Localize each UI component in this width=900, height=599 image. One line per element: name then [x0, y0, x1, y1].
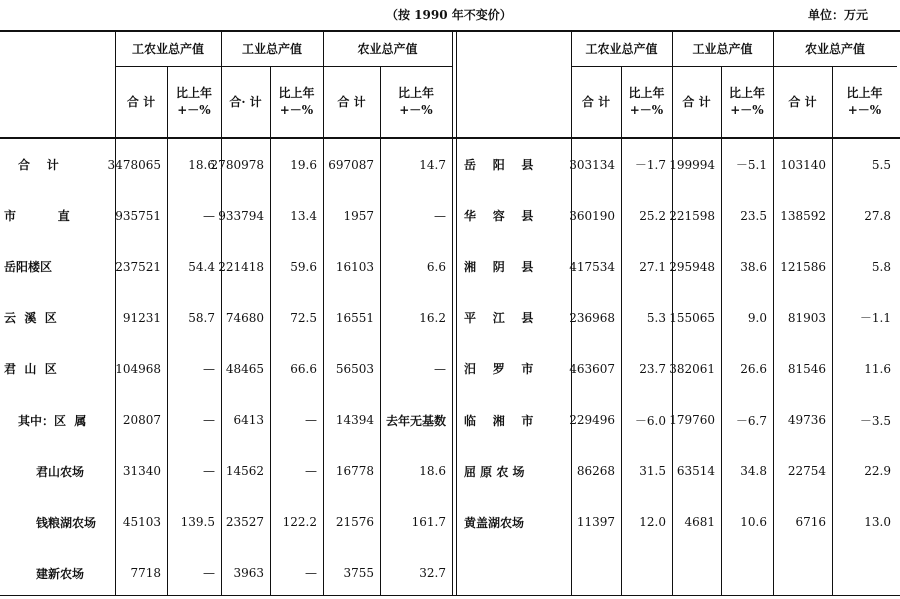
right-cell: －1.7 — [634, 158, 666, 173]
left-cell: 32.7 — [419, 566, 446, 581]
left-cell: 2780978 — [210, 157, 264, 172]
left-cell: 139.5 — [180, 515, 215, 530]
right-cell — [773, 548, 832, 599]
left-cell: 去年无基数 — [385, 413, 446, 428]
right-cell — [721, 548, 773, 599]
left-cell: 48465 — [225, 361, 264, 376]
right-cell: 11397 — [576, 515, 615, 530]
left-cell: 91231 — [122, 310, 161, 325]
right-row-label: 平 江 县 — [464, 311, 534, 326]
left-subheader-change: 比上年 +－% — [397, 85, 434, 117]
right-cell — [832, 548, 897, 599]
right-cell: 12.0 — [639, 515, 666, 530]
left-cell: 161.7 — [411, 515, 446, 530]
left-cell: 56503 — [335, 361, 374, 376]
left-cell: 6413 — [233, 413, 264, 428]
right-cell: 11.6 — [864, 361, 891, 376]
section-divider-2 — [456, 30, 457, 595]
left-cell: 13.4 — [290, 208, 317, 223]
left-cell: 18.6 — [188, 157, 215, 172]
right-cell: 13.0 — [864, 515, 891, 530]
left-cell: 6.6 — [426, 259, 446, 274]
left-cell: 54.4 — [188, 259, 215, 274]
left-cell: 935751 — [115, 208, 161, 223]
right-subheader-change: 比上年 +－% — [846, 85, 883, 117]
right-cell: 38.6 — [740, 259, 767, 274]
right-cell: 26.6 — [740, 361, 767, 376]
right-cell: 23.5 — [740, 208, 767, 223]
left-row-label: 钱粮湖农场 — [36, 515, 97, 530]
right-cell: 5.8 — [871, 259, 891, 274]
right-cell: 303134 — [569, 157, 615, 172]
right-row-label: 黄盖湖农场 — [464, 515, 525, 530]
right-cell: 221598 — [669, 208, 715, 223]
right-cell: 10.6 — [740, 515, 767, 530]
right-cell: 417534 — [569, 259, 615, 274]
left-cell: — — [305, 413, 317, 428]
left-cell: — — [203, 464, 215, 479]
left-row-label: 岳阳楼区 — [4, 260, 53, 275]
right-cell: 27.8 — [864, 208, 891, 223]
right-header-group1: 工农业总产值 — [585, 41, 658, 56]
right-cell: 103140 — [780, 157, 826, 172]
right-cell: 22754 — [787, 464, 826, 479]
left-cell: 16551 — [335, 310, 374, 325]
left-cell: 59.6 — [290, 259, 317, 274]
right-cell: 236968 — [569, 310, 615, 325]
left-cell: 74680 — [225, 310, 264, 325]
left-cell: 20807 — [122, 413, 161, 428]
left-row-label: 合 计 — [18, 158, 59, 173]
left-subheader-change: 比上年 +－% — [175, 85, 212, 117]
left-row-label: 君 山 区 — [4, 362, 57, 377]
left-cell: 14394 — [335, 413, 374, 428]
left-cell: 16.2 — [419, 310, 446, 325]
left-subheader-change: 比上年 +－% — [278, 85, 315, 117]
left-cell: 221418 — [218, 259, 264, 274]
left-header-group2: 工业总产值 — [241, 41, 302, 56]
left-cell: 3478065 — [107, 157, 161, 172]
right-subheader-total: 合 计 — [682, 95, 711, 109]
right-cell: 5.3 — [646, 310, 666, 325]
right-cell: 63514 — [676, 464, 715, 479]
left-cell: 122.2 — [282, 515, 317, 530]
left-cell: 21576 — [335, 515, 374, 530]
right-cell: －1.1 — [859, 311, 891, 326]
right-cell: 27.1 — [639, 259, 666, 274]
left-cell: 23527 — [225, 515, 264, 530]
right-cell: 5.5 — [871, 157, 891, 172]
right-cell: 49736 — [787, 413, 826, 428]
left-row-label: 云 溪 区 — [4, 311, 57, 326]
right-subheader-change: 比上年 +－% — [628, 85, 665, 117]
left-cell: 1957 — [343, 208, 374, 223]
left-cell: 19.6 — [290, 157, 317, 172]
left-cell: 697087 — [328, 157, 374, 172]
section-divider — [452, 30, 453, 595]
right-cell: 23.7 — [639, 361, 666, 376]
right-cell: 6716 — [795, 515, 826, 530]
right-cell: －6.7 — [735, 413, 767, 428]
right-header-group2: 工业总产值 — [692, 41, 753, 56]
right-cell: 138592 — [780, 208, 826, 223]
right-subheader-change: 比上年 +－% — [728, 85, 765, 117]
right-header-group3: 农业总产值 — [804, 41, 865, 56]
right-cell: －3.5 — [859, 413, 891, 428]
left-cell: 7718 — [130, 566, 161, 581]
left-cell: — — [203, 208, 215, 223]
left-row-label: 建新农场 — [36, 566, 85, 581]
left-header-group3: 农业总产值 — [357, 41, 418, 56]
right-subheader-total: 合 计 — [581, 95, 611, 109]
left-row-label: 其中：区 属 — [18, 413, 87, 428]
left-cell: — — [305, 464, 317, 479]
right-row-label: 临 湘 市 — [464, 413, 534, 428]
right-cell: 86268 — [576, 464, 615, 479]
left-cell: 18.6 — [419, 464, 446, 479]
right-cell: －5.1 — [735, 158, 767, 173]
left-cell: — — [305, 566, 317, 581]
left-cell: 66.6 — [290, 361, 317, 376]
left-subheader-total: 合 计 — [126, 95, 156, 109]
left-cell: 933794 — [218, 208, 264, 223]
left-cell: 3755 — [343, 566, 374, 581]
unit-label: 单位：万元 — [808, 8, 869, 22]
right-cell — [672, 548, 721, 599]
right-row-label: 湘 阴 县 — [464, 260, 534, 275]
right-cell: 199994 — [669, 157, 715, 172]
right-cell: 121586 — [780, 259, 826, 274]
right-cell: 34.8 — [740, 464, 767, 479]
right-cell: 155065 — [669, 310, 715, 325]
left-cell: — — [203, 361, 215, 376]
right-cell: 31.5 — [639, 464, 666, 479]
left-cell: 14.7 — [419, 157, 446, 172]
right-cell: 295948 — [669, 259, 715, 274]
right-cell: 360190 — [569, 208, 615, 223]
right-cell: 179760 — [669, 413, 715, 428]
right-row-label: 汨 罗 市 — [464, 362, 534, 377]
left-cell: — — [434, 208, 446, 223]
left-cell: 72.5 — [290, 310, 317, 325]
right-subheader-total: 合 计 — [788, 95, 817, 109]
left-cell: 16778 — [335, 464, 374, 479]
right-row-label: 华 容 县 — [464, 209, 534, 224]
left-cell: 31340 — [122, 464, 161, 479]
right-cell: 81903 — [787, 310, 826, 325]
left-header-group1: 工农业总产值 — [131, 41, 204, 56]
left-cell: 237521 — [115, 259, 161, 274]
right-row-label: 屈 原 农 场 — [464, 464, 525, 479]
right-cell: 382061 — [669, 361, 715, 376]
right-cell: 22.9 — [864, 464, 891, 479]
right-cell: 4681 — [684, 515, 715, 530]
left-cell: 16103 — [335, 259, 374, 274]
left-cell: — — [203, 566, 215, 581]
right-row-label: 岳 阳 县 — [464, 158, 534, 173]
right-cell — [621, 548, 672, 599]
right-cell: 25.2 — [639, 208, 666, 223]
right-cell: 229496 — [569, 413, 615, 428]
left-cell: 58.7 — [188, 310, 215, 325]
left-cell: 14562 — [225, 464, 264, 479]
table-caption: （按 1990 年不变价） — [386, 8, 512, 22]
left-cell: — — [203, 413, 215, 428]
left-cell: 104968 — [115, 361, 161, 376]
right-cell: 9.0 — [747, 310, 767, 325]
right-cell: 81546 — [787, 361, 826, 376]
right-cell — [571, 548, 621, 599]
left-row-label: 市 直 — [4, 209, 70, 224]
right-cell: －6.0 — [634, 413, 666, 428]
left-row-label: 君山农场 — [36, 464, 85, 479]
left-subheader-total: 合 计 — [337, 95, 366, 109]
left-cell: 3963 — [233, 566, 264, 581]
left-cell: 45103 — [122, 515, 161, 530]
left-subheader-total: 合· 计 — [229, 95, 262, 109]
left-cell: — — [434, 361, 446, 376]
right-cell: 463607 — [569, 361, 615, 376]
